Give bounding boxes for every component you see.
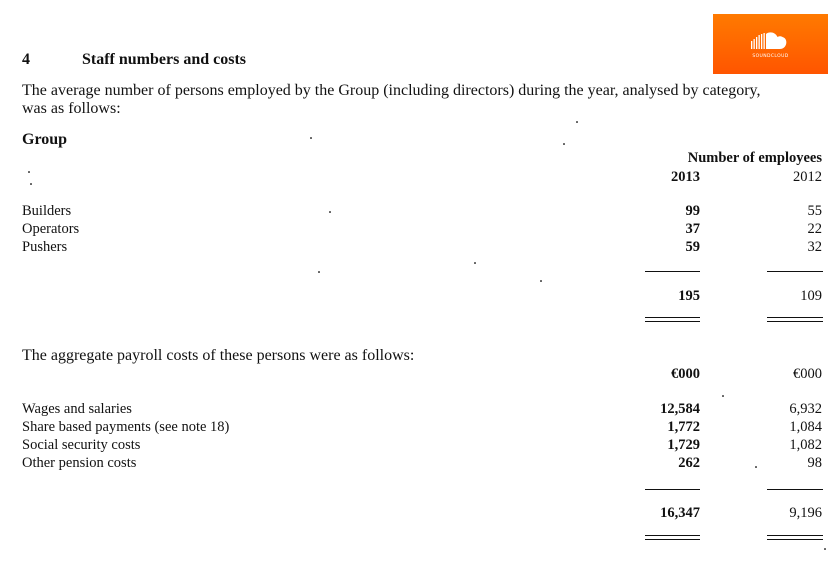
employees-col-prior: 2012 — [793, 169, 822, 185]
row-current: 99 — [685, 203, 700, 219]
payroll-unit-prior: €000 — [793, 366, 822, 382]
scan-speck — [563, 143, 565, 145]
total-double-rule-current — [645, 535, 700, 540]
row-current: 1,729 — [667, 437, 700, 453]
group-heading: Group — [22, 131, 68, 148]
row-prior: 55 — [807, 203, 822, 219]
scan-speck — [722, 395, 724, 397]
row-prior: 6,932 — [789, 401, 822, 417]
scan-speck — [318, 271, 320, 273]
scan-speck — [30, 183, 32, 185]
soundcloud-logo — [713, 14, 828, 74]
payroll-intro: The aggregate payroll costs of these persons were as follows: — [22, 347, 415, 364]
row-current: 59 — [685, 239, 700, 255]
total-double-rule-prior — [767, 535, 823, 540]
total-double-rule-prior — [767, 317, 823, 322]
row-label: Social security costs — [22, 437, 141, 453]
row-prior: 1,082 — [789, 437, 822, 453]
subtotal-rule-prior — [767, 489, 823, 490]
row-current: 262 — [678, 455, 700, 471]
row-prior: 98 — [807, 455, 822, 471]
row-prior: 1,084 — [789, 419, 822, 435]
employees-total-current: 195 — [678, 288, 700, 304]
row-prior: 22 — [807, 221, 822, 237]
row-label: Pushers — [22, 239, 68, 255]
row-current: 37 — [685, 221, 700, 237]
scan-speck — [474, 262, 476, 264]
logo-wordmark: SOUNDCLOUD — [752, 54, 789, 59]
soundcloud-logo-icon — [750, 31, 792, 51]
scan-speck — [755, 466, 757, 468]
row-label: Operators — [22, 221, 80, 237]
payroll-total-current: 16,347 — [660, 505, 700, 521]
scan-speck — [329, 211, 331, 213]
employees-col-current: 2013 — [671, 169, 700, 185]
scan-speck — [576, 121, 578, 123]
section-title: Staff numbers and costs — [82, 51, 247, 68]
total-double-rule-current — [645, 317, 700, 322]
row-current: 12,584 — [660, 401, 700, 417]
payroll-total-prior: 9,196 — [789, 505, 822, 521]
section-number: 4 — [22, 51, 30, 68]
payroll-unit-current: €000 — [671, 366, 700, 382]
subtotal-rule-current — [645, 489, 700, 490]
scan-speck — [540, 280, 542, 282]
subtotal-rule-prior — [767, 271, 823, 272]
row-prior: 32 — [807, 239, 822, 255]
scan-speck — [310, 137, 312, 139]
intro-line-1: The average number of persons employed by the Group (including directors) during the year, analysed by category, — [22, 82, 761, 99]
intro-line-2: was as follows: — [22, 100, 121, 117]
row-label: Share based payments (see note 18) — [22, 419, 230, 435]
subtotal-rule-current — [645, 271, 700, 272]
scan-speck — [824, 548, 826, 550]
employees-caption: Number of employees — [687, 150, 822, 166]
row-label: Other pension costs — [22, 455, 137, 471]
row-label: Builders — [22, 203, 72, 219]
row-label: Wages and salaries — [22, 401, 132, 417]
employees-total-prior: 109 — [800, 288, 822, 304]
scan-speck — [28, 171, 30, 173]
row-current: 1,772 — [667, 419, 700, 435]
